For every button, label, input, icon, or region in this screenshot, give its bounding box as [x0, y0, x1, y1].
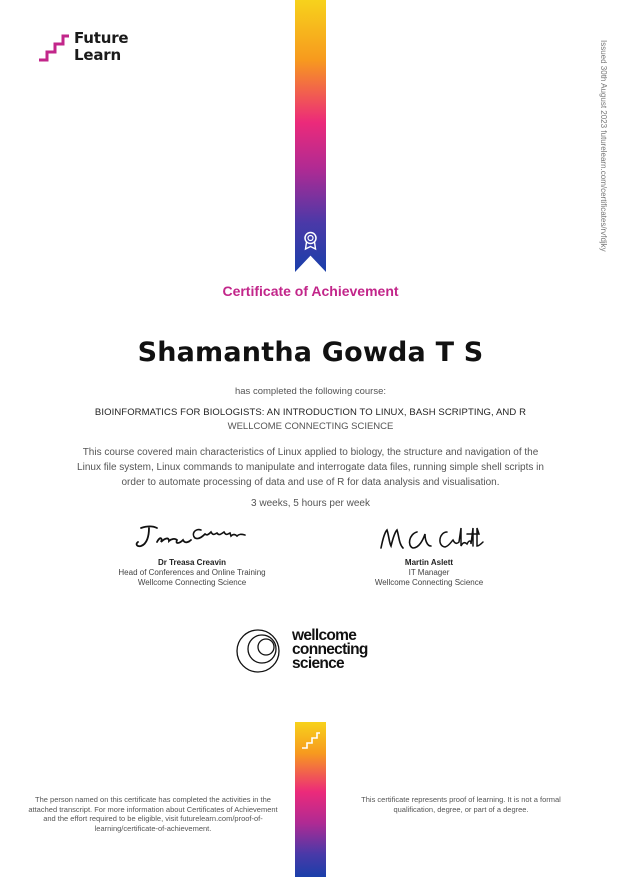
logo-line-1: Future [74, 29, 129, 47]
stairs-icon [301, 730, 321, 750]
logo-line-2: Learn [74, 46, 121, 64]
wellcome-connecting-science-logo [236, 627, 396, 677]
signature-image [369, 524, 489, 552]
award-ribbon-icon [302, 231, 319, 251]
partner-wordmark [292, 629, 368, 671]
partner-line-2: connecting [292, 641, 368, 658]
signatory-role: Head of Conferences and Online Training [118, 568, 266, 577]
course-organization: WELLCOME CONNECTING SCIENCE [227, 421, 394, 432]
bottom-ribbon [295, 722, 326, 877]
completed-text: has completed the following course: [234, 386, 387, 397]
futurelearn-logo [38, 30, 148, 64]
issue-note-text: Issued 30th August 2023 futurelearn.com/certificates/rvfdjky [599, 40, 608, 252]
wellcome-circles-icon [236, 627, 286, 677]
recipient-name: Shamantha Gowda T S [137, 337, 484, 368]
signature-image [127, 520, 257, 552]
footer-left-note: The person named on this certificate has completed the activities in the attached transcript. For more information about Certificates of Achievement and the effort required to be eligible, visit futurelearn.com/proof-of-learning/certificate-of-achievement. [28, 795, 278, 833]
signatory-right [339, 524, 519, 588]
signatory-org: Wellcome Connecting Science [374, 578, 484, 587]
partner-line-1: wellcome [292, 627, 357, 644]
footer-right-note: This certificate represents proof of learning. It is not a formal qualification, degree, or part of a degree. [361, 795, 561, 814]
signatory-role: IT Manager [408, 568, 450, 577]
partner-line-3: science [292, 655, 344, 672]
course-duration: 3 weeks, 5 hours per week [251, 498, 370, 509]
stairs-icon [38, 30, 70, 62]
logo-wordmark [74, 30, 128, 64]
course-title: BIOINFORMATICS FOR BIOLOGISTS: AN INTRODUCTION TO LINUX, BASH SCRIPTING, AND R [94, 407, 527, 418]
signatory-name: Martin Aslett [404, 558, 454, 567]
signatory-org: Wellcome Connecting Science [137, 578, 247, 587]
certificate-title: Certificate of Achievement [222, 283, 399, 299]
signatory-name: Dr Treasa Creavin [157, 558, 227, 567]
issue-note [596, 40, 610, 270]
course-description: This course covered main characteristics of Linux applied to biology, the structure and navigation of the Linux file system, Linux commands to manipulate and interrogate data files, running simple shell scripts in order to automate processing of data and use of R for data analysis and visualisation. [77, 447, 544, 488]
signatory-left [102, 520, 282, 588]
